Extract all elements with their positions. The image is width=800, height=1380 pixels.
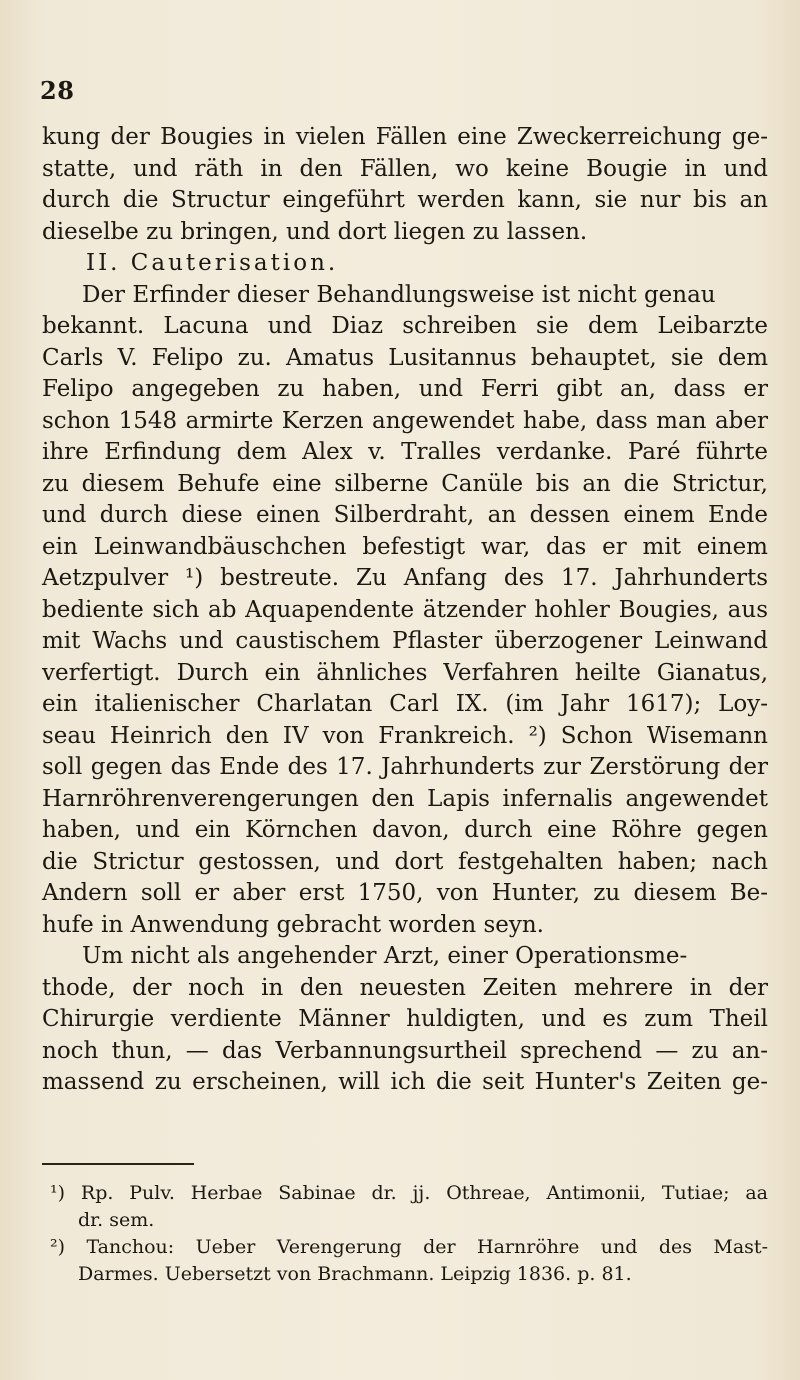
text-line: Der Erfinder dieser Behandlungsweise ist nicht genau [82,281,716,308]
text-line: massend zu erscheinen, will ich die seit Hunter's Zeiten ge- [42,1069,768,1095]
text-line: bekannt. Lacuna und Diaz schreiben sie dem Leibarzte [42,313,768,339]
text-line: ihre Erfindung dem Alex v. Tralles verdanke. Paré führte [42,439,768,465]
text-line: Harnröhrenverengerungen den Lapis infernalis angewendet [42,785,768,812]
text-line: ein Leinwandbäuschchen befestigt war, das er mit einem [42,533,768,560]
section-heading: II. Cauterisation. [86,250,339,276]
text-line: durch die Structur eingeführt werden kann, sie nur bis an [42,187,768,213]
footnote-line: ²) Tanchou: Ueber Verengerung der Harnröhre und des Mast- [50,1236,768,1258]
text-line: dieselbe zu bringen, und dort liegen zu lassen. [42,218,588,245]
text-line: seau Heinrich den IV von Frankreich. ²) Schon Wisemann [42,722,768,749]
text-line: schon 1548 armirte Kerzen angewendet habe, dass man aber [42,407,768,434]
page-number: 28 [40,76,75,105]
footnote-divider [42,1163,194,1165]
footnote-line: dr. sem. [78,1209,155,1231]
text-line: soll gegen das Ende des 17. Jahrhunderts zur Zerstörung der [42,754,768,780]
text-line: Felipo angegeben zu haben, und Ferri gibt an, dass er [42,376,768,402]
text-line: bediente sich ab Aquapendente ätzender hohler Bougies, aus [42,596,768,623]
text-line: zu diesem Behufe eine silberne Canüle bis an die Strictur, [42,470,768,497]
text-line: Andern soll er aber erst 1750, von Hunter, zu diesem Be- [42,880,768,906]
text-line: Carls V. Felipo zu. Amatus Lusitannus behauptet, sie dem [42,344,768,371]
text-line: thode, der noch in den neuesten Zeiten mehrere in der [42,974,768,1001]
main-text [42,122,768,1099]
text-line: mit Wachs und caustischem Pflaster überzogener Leinwand [42,628,768,654]
text-line: noch thun, — das Verbannungsurtheil sprechend — zu an- [42,1037,768,1064]
footnotes [50,1180,768,1288]
footnote-line: Darmes. Uebersetzt von Brachmann. Leipzig 1836. p. 81. [78,1263,632,1285]
text-line: hufe in Anwendung gebracht worden seyn. [42,911,544,938]
text-line: verfertigt. Durch ein ähnliches Verfahren heilte Gianatus, [42,659,768,686]
text-line: ein italienischer Charlatan Carl IX. (im Jahr 1617); Loy- [42,691,768,717]
footnote-line: ¹) Rp. Pulv. Herbae Sabinae dr. jj. Othreae, Antimonii, Tutiae; aa [50,1182,768,1204]
text-line: haben, und ein Körnchen davon, durch eine Röhre gegen [42,817,768,843]
text-line: kung der Bougies in vielen Fällen eine Zweckerreichung ge- [42,124,768,150]
text-line: statte, und räth in den Fällen, wo keine Bougie in und [42,155,768,182]
text-line: und durch diese einen Silberdraht, an dessen einem Ende [42,502,768,528]
text-line: Aetzpulver ¹) bestreute. Zu Anfang des 17. Jahrhunderts [42,565,768,591]
text-line: Chirurgie verdiente Männer huldigten, und es zum Theil [42,1006,768,1032]
text-line: Um nicht als angehender Arzt, einer Operationsme- [82,943,688,969]
text-line: die Strictur gestossen, und dort festgehalten haben; nach [42,848,768,875]
